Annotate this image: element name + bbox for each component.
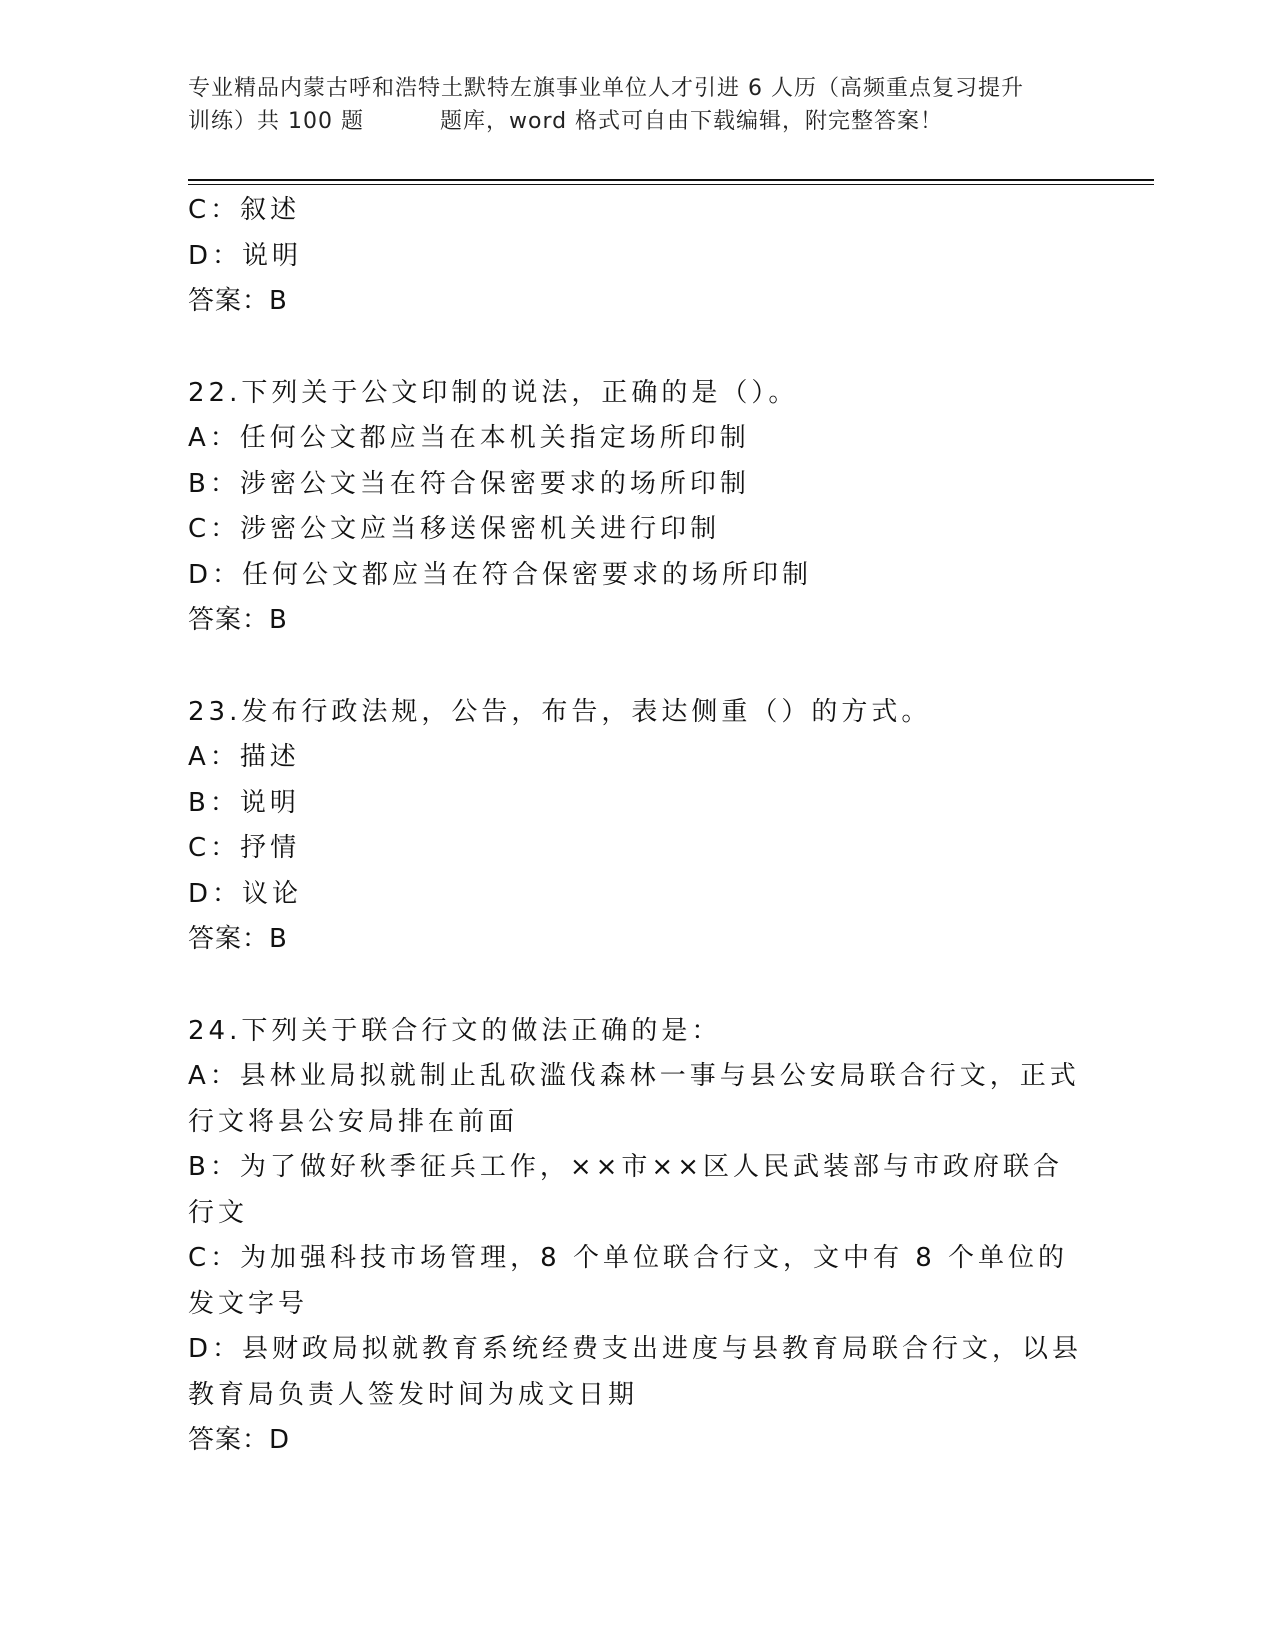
answer: 答案：D (188, 1425, 291, 1455)
question-stem: 23.发布行政法规，公告，布告，表达侧重（）的方式。 (188, 696, 932, 727)
document-header (188, 72, 1088, 138)
question-stem: 24.下列关于联合行文的做法正确的是： (188, 1015, 722, 1046)
answer: 答案：B (188, 605, 288, 635)
header-line-2-right: 题库，word 格式可自由下载编辑，附完整答案！ (439, 109, 944, 134)
option-a: A：县林业局拟就制止乱砍滥伐森林一事与县公安局联合行文，正式行文将县公安局排在前面 (188, 1061, 1080, 1137)
question-22 (188, 371, 1088, 644)
question-stem: 22.下列关于公文印制的说法，正确的是（）。 (188, 377, 799, 408)
header-divider (188, 179, 1154, 181)
option-d: D：县财政局拟就教育系统经费支出进度与县教育局联合行文，以县教育局负责人签发时间为成文日期 (188, 1334, 1083, 1410)
option-c: C：抒情 (188, 833, 301, 863)
question-23 (188, 690, 1088, 963)
option-b: B：涉密公文当在符合保密要求的场所印制 (188, 468, 750, 499)
option-d: D：议论 (188, 878, 303, 909)
option-d: D：说明 (188, 240, 303, 271)
option-a: A：任何公文都应当在本机关指定场所印制 (188, 423, 750, 453)
answer: 答案：B (188, 286, 288, 316)
previous-question (188, 188, 1088, 325)
option-c: C：叙述 (188, 195, 301, 225)
header-line-1: 专业精品内蒙古呼和浩特土默特左旗事业单位人才引进 6 人历（高频重点复习提升 (188, 76, 1024, 101)
option-b: B：说明 (188, 787, 300, 818)
header-line-2 (188, 105, 1088, 138)
header-line-2-left: 训练）共 100 题 (188, 109, 364, 134)
option-c: C：为加强科技市场管理，8 个单位联合行文，文中有 8 个单位的发文字号 (188, 1243, 1069, 1319)
option-b: B：为了做好秋季征兵工作，××市××区人民武装部与市政府联合行文 (188, 1152, 1063, 1228)
header-divider-thin (188, 184, 1154, 185)
question-24 (188, 1009, 1088, 1464)
question-content (188, 188, 1088, 1464)
option-a: A：描述 (188, 742, 300, 772)
answer: 答案：B (188, 924, 288, 954)
option-c: C：涉密公文应当移送保密机关进行印制 (188, 514, 721, 544)
option-d: D：任何公文都应当在符合保密要求的场所印制 (188, 559, 813, 590)
